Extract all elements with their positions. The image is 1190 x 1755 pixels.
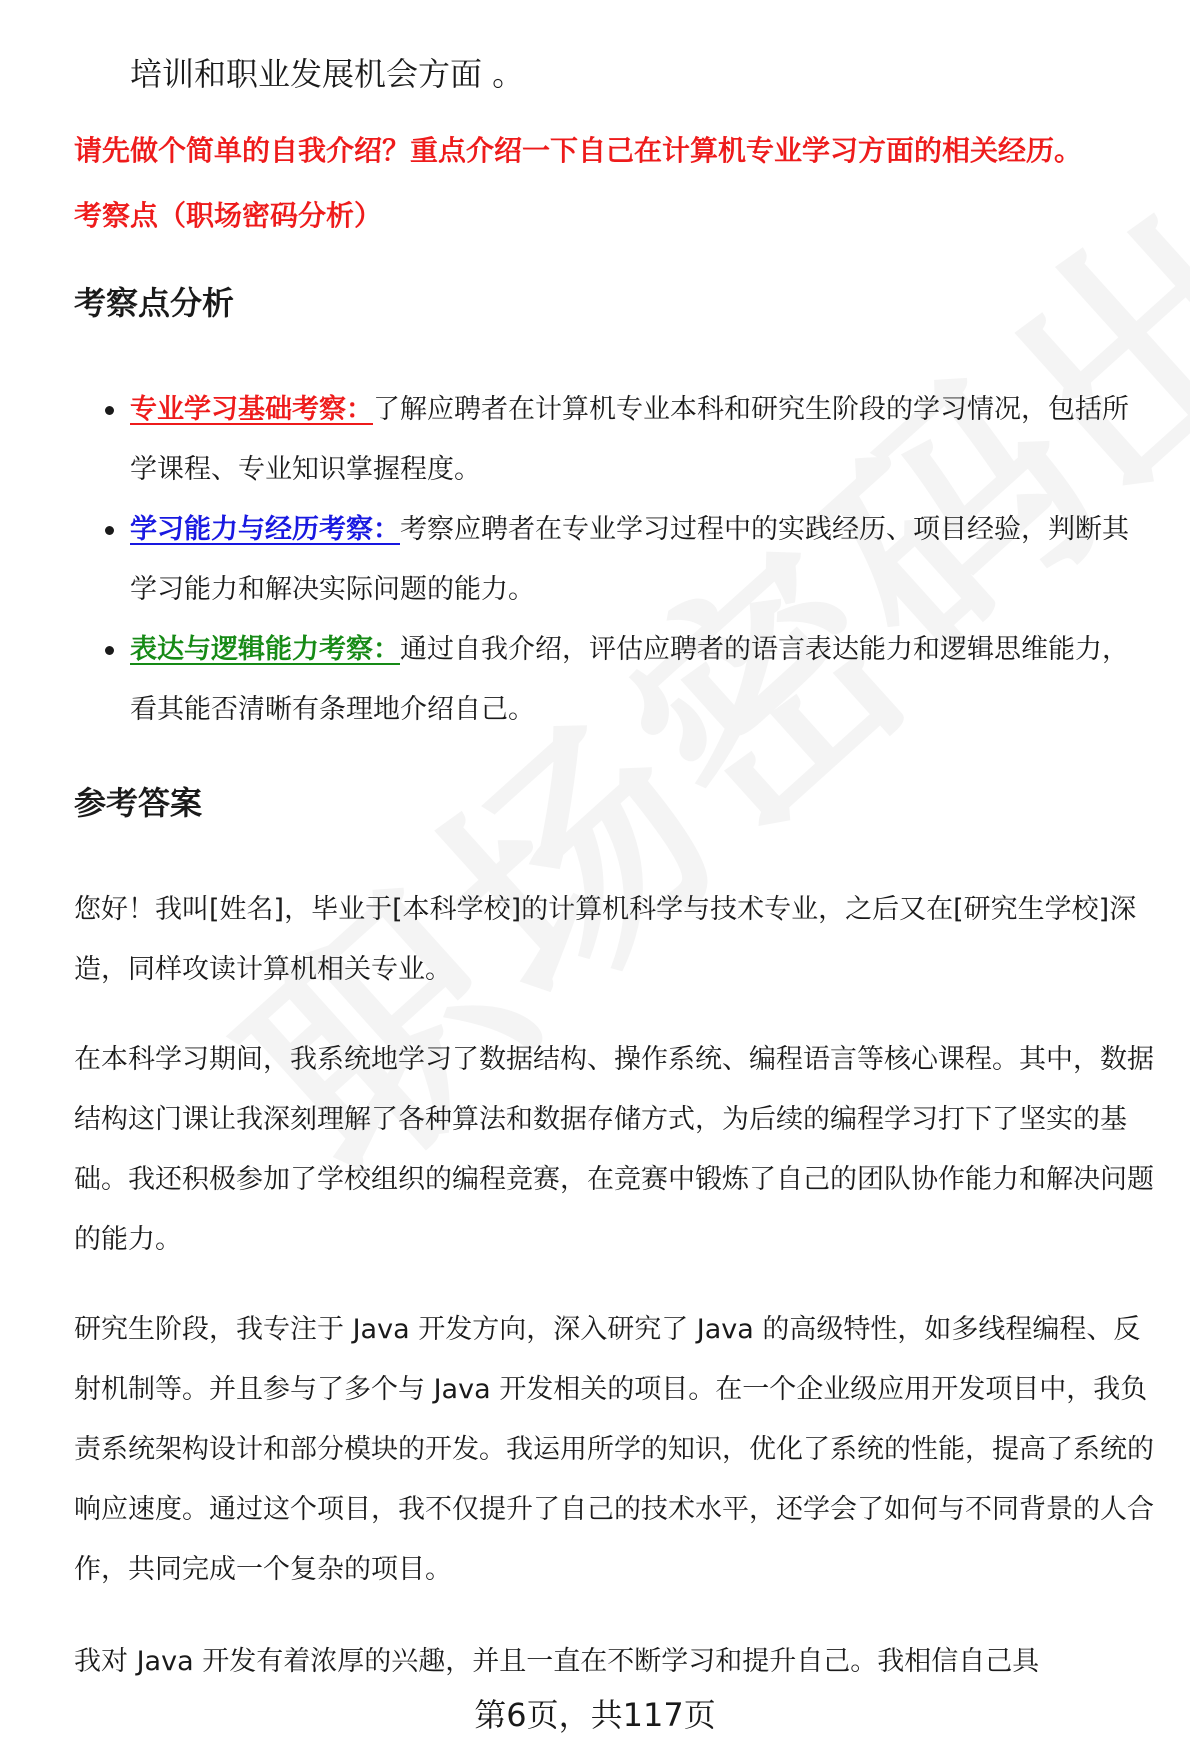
analysis-item-professional-basis [100, 380, 1140, 500]
question-text: 请先做个简单的自我介绍？重点介绍一下自己在计算机专业学习方面的相关经历。 [74, 134, 1083, 167]
intro-tail-text: 培训和职业发展机会方面 。 [130, 55, 525, 93]
bullet-dot-icon [105, 406, 114, 415]
analysis-heading: 考察点分析 [74, 284, 235, 322]
analysis-item-text: 考察应聘者在专业学习过程中的实践经历、项目经验，判断其学习能力和解决实际问题的能力。 [130, 514, 1129, 605]
answer-paragraph: 您好！我叫[姓名]，毕业于[本科学校]的计算机科学与技术专业，之后又在[研究生学校]深造，同样攻读计算机相关专业。 [74, 894, 1137, 985]
analysis-item-expression-logic [100, 620, 1140, 740]
analysis-item-label: 表达与逻辑能力考察： [130, 634, 400, 665]
analysis-item-text: 了解应聘者在计算机专业本科和研究生阶段的学习情况，包括所学课程、专业知识掌握程度。 [130, 394, 1129, 485]
answer-paragraph: 研究生阶段，我专注于 Java 开发方向，深入研究了 Java 的高级特性，如多线程编程、反射机制等。并且参与了多个与 Java 开发相关的项目。在一个企业级应用开发项目中，我负责系统架构设计和部分模块的开发。我运用所学的知识，优化了系统的性能，提高了系统的响应速度。通过这个项目，我不仅提升了自己的技术水平，还学会了如何与不同背景的人合作，共同完成一个复杂的项目。 [74, 1314, 1154, 1585]
answer-paragraph: 在本科学习期间，我系统地学习了数据结构、操作系统、编程语言等核心课程。其中，数据结构这门课让我深刻理解了各种算法和数据存储方式，为后续的编程学习打下了坚实的基础。我还积极参加了学校组织的编程竞赛，在竞赛中锻炼了自己的团队协作能力和解决问题的能力。 [74, 1044, 1154, 1255]
page-number: 第6页，共117页 [474, 1696, 716, 1734]
analysis-item-learning-ability [100, 500, 1140, 620]
bullet-dot-icon [105, 526, 114, 535]
answer-heading: 参考答案 [74, 784, 203, 822]
question-subtitle: 考察点（职场密码分析） [74, 199, 383, 232]
analysis-item-label: 学习能力与经历考察： [130, 514, 400, 545]
analysis-item-text: 通过自我介绍，评估应聘者的语言表达能力和逻辑思维能力，看其能否清晰有条理地介绍自己。 [130, 634, 1129, 725]
answer-paragraph: 我对 Java 开发有着浓厚的兴趣，并且一直在不断学习和提升自己。我相信自己具 [74, 1646, 1040, 1677]
bullet-dot-icon [105, 646, 114, 655]
analysis-item-label: 专业学习基础考察： [130, 394, 373, 425]
analysis-list [100, 380, 1140, 740]
